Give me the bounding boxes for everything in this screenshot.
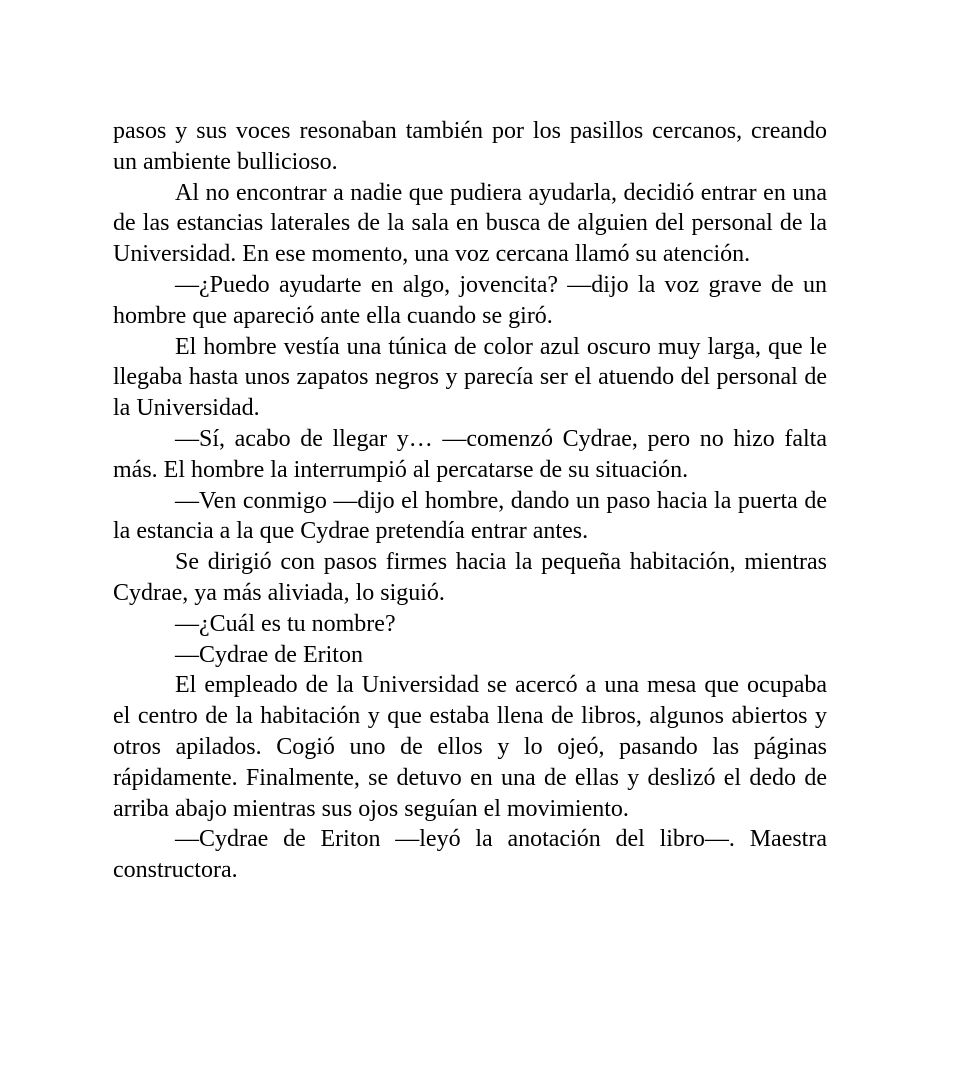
book-page-text-block	[113, 116, 827, 886]
paragraph-4: El hombre vestía una túnica de color azul oscuro muy larga, que le llegaba hasta unos zapatos negros y parecía ser el atuendo del personal de la Universidad.	[113, 333, 827, 422]
paragraph-8: —¿Cuál es tu nombre?	[175, 610, 396, 637]
paragraph-5: —Sí, acabo de llegar y… —comenzó Cydrae, pero no hizo falta más. El hombre la interrumpió al percatarse de su situación.	[113, 425, 827, 483]
paragraph-1: pasos y sus voces resonaban también por los pasillos cercanos, creando un ambiente bullicioso.	[113, 118, 827, 175]
paragraph-6: —Ven conmigo —dijo el hombre, dando un paso hacia la puerta de la estancia a la que Cydrae pretendía entrar antes.	[113, 487, 827, 545]
paragraph-10: El empleado de la Universidad se acercó a una mesa que ocupaba el centro de la habitación y que estaba llena de libros, algunos abiertos y otros apilados. Cogió uno de ellos y lo ojeó, pasando las páginas rápidamente. Finalmente, se detuvo en una de ellas y deslizó el dedo de arriba abajo mientras sus ojos seguían el movimiento.	[113, 672, 827, 822]
paragraph-11: —Cydrae de Eriton —leyó la anotación del libro—. Maestra constructora.	[113, 826, 827, 884]
paragraph-9: —Cydrae de Eriton	[175, 641, 363, 668]
paragraph-2: Al no encontrar a nadie que pudiera ayudarla, decidió entrar en una de las estancias laterales de la sala en busca de alguien del personal de la Universidad. En ese momento, una voz cercana llamó su atención.	[113, 179, 827, 268]
paragraph-7: Se dirigió con pasos firmes hacia la pequeña habitación, mientras Cydrae, ya más aliviada, lo siguió.	[113, 549, 827, 606]
paragraph-3: —¿Puedo ayudarte en algo, jovencita? —dijo la voz grave de un hombre que apareció ante ella cuando se giró.	[113, 271, 827, 329]
